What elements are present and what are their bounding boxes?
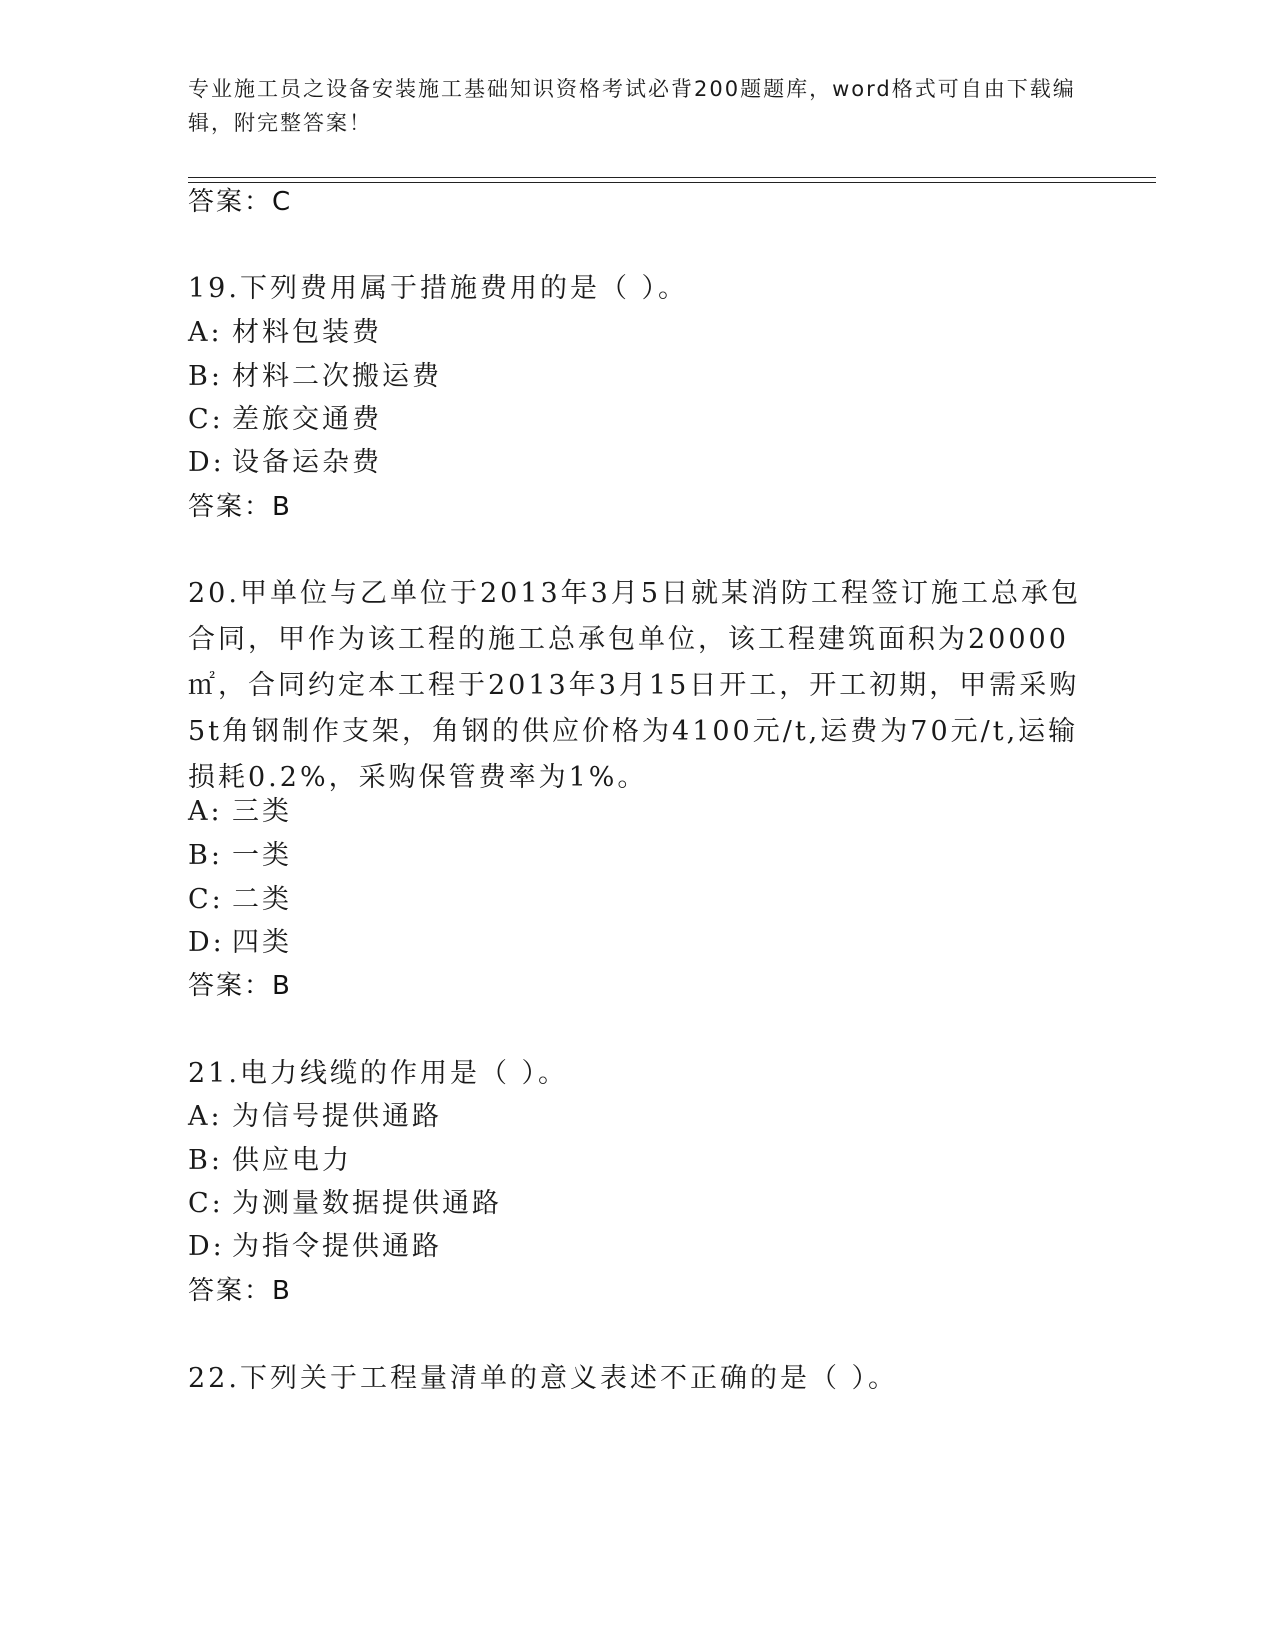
- option-letter: D:: [188, 927, 225, 958]
- option-text: 供应电力: [232, 1145, 352, 1176]
- header-divider-secondary: [188, 182, 1156, 183]
- option-d: [188, 927, 292, 959]
- option-d: [188, 1231, 442, 1263]
- option-text: 设备运杂费: [232, 447, 382, 478]
- option-b: [188, 361, 442, 393]
- option-text: 材料二次搬运费: [232, 361, 442, 392]
- question-20: 20.甲单位与乙单位于2013年3月5日就某消防工程签订施工总承包合同，甲作为该工程的施工总承包单位，该工程建筑面积为20000㎡，合同约定本工程于2013年3月15日开工，开工初期，甲需采购5t角钢制作支架，角钢的供应价格为4100元/t,运费为70元/t,运输损耗0.2%，采购保管费率为1%。: [188, 578, 1082, 793]
- option-letter: C:: [188, 884, 224, 915]
- option-a: [188, 1101, 442, 1133]
- option-text: 一类: [232, 840, 292, 871]
- document-header: 专业施工员之设备安装施工基础知识资格考试必背200题题库，word格式可自由下载编辑，附完整答案！: [188, 77, 1076, 135]
- option-text: 材料包装费: [232, 317, 382, 348]
- option-letter: B:: [188, 840, 223, 871]
- option-c: [188, 1188, 502, 1220]
- option-a: [188, 317, 382, 349]
- option-b: [188, 840, 292, 872]
- option-text: 三类: [232, 796, 292, 827]
- option-text: 二类: [232, 884, 292, 915]
- option-letter: A:: [188, 796, 223, 827]
- option-a: [188, 796, 292, 828]
- option-letter: C:: [188, 1188, 224, 1219]
- question-22: 22.下列关于工程量清单的意义表述不正确的是（ ）。: [188, 1363, 899, 1394]
- option-text: 为测量数据提供通路: [232, 1188, 502, 1219]
- answer-label: 答案：B: [188, 1276, 292, 1306]
- option-letter: B:: [188, 1145, 223, 1176]
- option-text: 为指令提供通路: [232, 1231, 442, 1262]
- question-21: 21.电力线缆的作用是（ ）。: [188, 1058, 569, 1089]
- answer-label: 答案：B: [188, 971, 292, 1001]
- option-letter: A:: [188, 317, 223, 348]
- option-letter: C:: [188, 404, 224, 435]
- option-text: 差旅交通费: [232, 404, 382, 435]
- option-letter: A:: [188, 1101, 223, 1132]
- question-19: 19.下列费用属于措施费用的是（ ）。: [188, 273, 689, 304]
- answer-label: 答案：C: [188, 187, 293, 217]
- header-divider: [188, 177, 1156, 178]
- option-letter: B:: [188, 361, 223, 392]
- option-letter: D:: [188, 1231, 225, 1262]
- option-b: [188, 1145, 352, 1177]
- option-text: 为信号提供通路: [232, 1101, 442, 1132]
- option-letter: D:: [188, 447, 225, 478]
- option-text: 四类: [232, 927, 292, 958]
- option-c: [188, 884, 292, 916]
- option-d: [188, 447, 382, 479]
- answer-label: 答案：B: [188, 492, 292, 522]
- option-c: [188, 404, 382, 436]
